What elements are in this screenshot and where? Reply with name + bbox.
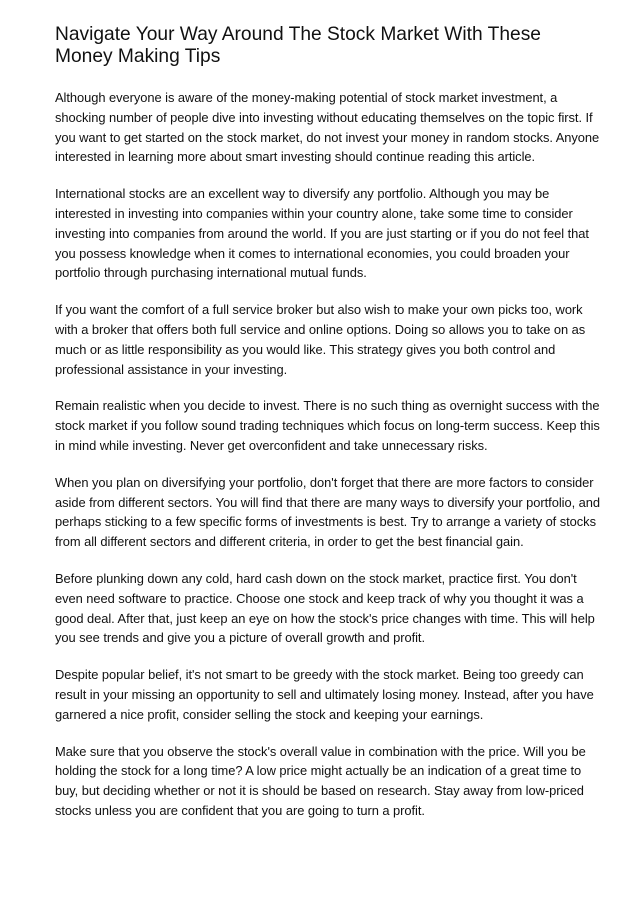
paragraph: Remain realistic when you decide to invest. There is no such thing as overnight success with the stock market if you follow sound trading techniques which focus on long-term success. Keep this in mind while investing. Never get overconfident and take unnecessary risks. — [55, 398, 600, 453]
paragraph: If you want the comfort of a full service broker but also wish to make your own picks too, work with a broker that offers both full service and online options. Doing so allows you to take on as much or as little responsibility as you would like. This strategy gives you both control and professional assistance in your investing. — [55, 302, 586, 377]
paragraph: Before plunking down any cold, hard cash down on the stock market, practice first. You don't even need software to practice. Choose one stock and keep track of why you thought it was a good deal. After that, just keep an eye on how the stock's price changes with time. This will help you see trends and give you a picture of overall growth and profit. — [55, 570, 595, 646]
document-title: Navigate Your Way Around The Stock Market With These Money Making Tips — [55, 24, 541, 67]
document-page — [55, 24, 600, 838]
paragraph: Make sure that you observe the stock's overall value in combination with the price. Will you be holding the stock for a long time? A low price might actually be an indication of a great time to buy, but deciding whether or not it is should be based on research. Stay away from low-priced stocks unless you are confident that you are going to turn a profit. — [55, 743, 586, 818]
paragraph: Although everyone is aware of the money-making potential of stock market investment, a shocking number of people dive into investing without educating themselves on the topic first. If you want to get started on the stock market, do not invest your money in random stocks. Anyone interested in learning more about smart investing should continue reading this article. — [55, 90, 600, 165]
paragraph: Despite popular belief, it's not smart to be greedy with the stock market. Being too greedy can result in your missing an opportunity to sell and ultimately losing money. Instead, after you have garnered a nice profit, consider selling the stock and keeping your earnings. — [55, 667, 594, 722]
paragraph: When you plan on diversifying your portfolio, don't forget that there are more factors to consider aside from different sectors. You will find that there are many ways to diversify your portfolio, and perhaps sticking to a few specific forms of investments is best. Try to arrange a variety of stocks from all different sectors and different criteria, in order to get the best financial gain. — [55, 474, 600, 550]
paragraph: International stocks are an excellent way to diversify any portfolio. Although you may be interested in investing into companies within your country alone, take some time to consider investing into companies from around the world. If you are just starting or if you do not feel that you possess knowledge when it comes to international economies, you could broaden your portfolio through purchasing international mutual funds. — [55, 186, 589, 281]
